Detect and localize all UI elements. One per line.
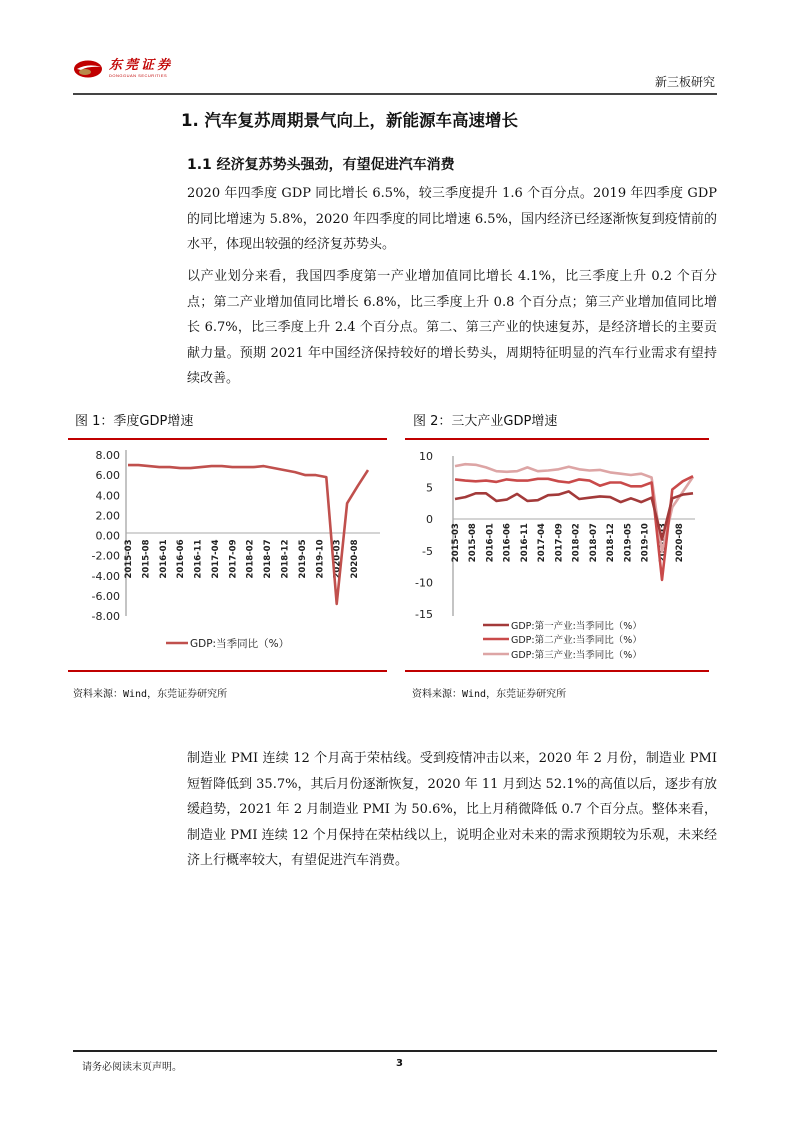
x-tick-label: 2018-02 [245, 539, 256, 579]
x-tick-label: 2020-03 [657, 523, 668, 563]
x-tick-label: 2015-08 [468, 523, 479, 563]
x-tick-label: 2016-11 [519, 523, 530, 563]
y-axis [415, 450, 433, 621]
report-section-label: 新三板研究 [654, 75, 715, 89]
legend-label-secondary: GDP:第二产业:当季同比（%） [511, 635, 642, 646]
x-axis-labels [451, 523, 685, 562]
figure-2-top-rule [405, 438, 709, 440]
y-tick-label: -4.00 [91, 569, 120, 583]
paragraph-pmi: 制造业 PMI 连续 12 个月高于荣枯线。受到疫情冲击以来，2020 年 2 月份，制造业 PMI 短暂降低到 35.7%，其后月份逐渐恢复，2020 年 11 月到达 52.1%的高值以后，逐步有放缓趋势，2021 年 2 月制造业 PMI 为 50.6%，比上月稍微降低 0.7 个百分点。整体来看，制造业 PMI 连续 12 个月保持在荣枯线以上，说明企业对未来的需求预期较为乐观，未来经济上行概率较大，有望促进汽车消费。 [187, 751, 717, 868]
subsection-heading: 1.1 经济复苏势头强劲，有望促进汽车消费 [187, 157, 455, 173]
y-tick-label: 6.00 [95, 469, 120, 483]
x-tick-label: 2019-10 [315, 539, 326, 579]
x-tick-label: 2015-08 [141, 539, 152, 579]
footer-rule [73, 1050, 717, 1052]
x-tick-label: 2020-08 [675, 523, 686, 563]
x-tick-label: 2020-03 [332, 539, 343, 579]
logo-mark-icon [73, 60, 103, 78]
legend-label-tertiary: GDP:第三产业:当季同比（%） [511, 650, 642, 661]
page-number: 3 [396, 1058, 403, 1069]
figure-1-top-rule [68, 438, 387, 440]
x-tick-label: 2019-05 [623, 523, 634, 563]
y-tick-label: 0.00 [95, 529, 120, 543]
x-tick-label: 2018-12 [606, 523, 617, 563]
figure-1-source: 资料来源：Wind，东莞证券研究所 [73, 689, 228, 700]
y-tick-label: 2.00 [95, 509, 120, 523]
x-tick-label: 2018-07 [588, 523, 599, 563]
legend-label: GDP:当季同比（%） [190, 638, 290, 650]
x-tick-label: 2018-07 [263, 539, 274, 579]
y-tick-label: -10 [415, 576, 433, 590]
x-axis-labels [124, 539, 360, 578]
y-tick-label: 8.00 [95, 449, 120, 462]
x-tick-label: 2016-11 [193, 539, 204, 579]
figure-2-title: 图 2：三大产业GDP增速 [413, 414, 558, 429]
y-axis [92, 449, 120, 623]
y-tick-label: -8.00 [91, 610, 120, 623]
x-tick-label: 2017-04 [210, 539, 221, 579]
y-tick-label: 0 [426, 513, 433, 527]
x-tick-label: 2015-03 [451, 523, 461, 563]
footer-disclaimer: 请务必阅读末页声明。 [82, 1062, 182, 1073]
section-heading: 1. 汽车复苏周期景气向上，新能源车高速增长 [181, 111, 518, 130]
page-header [73, 55, 717, 95]
y-tick-label: 10 [419, 450, 433, 463]
logo-english-name: DONGGUAN SECURITIES [109, 73, 168, 78]
x-tick-label: 2016-06 [502, 523, 513, 563]
y-tick-label: -2.00 [91, 549, 120, 563]
x-tick-label: 2019-10 [640, 523, 651, 563]
legend-label-primary: GDP:第一产业:当季同比（%） [511, 621, 642, 632]
y-tick-label: -15 [415, 608, 433, 621]
gdp-series-line [128, 465, 368, 604]
x-tick-label: 2018-12 [280, 539, 291, 579]
x-tick-label: 2017-09 [554, 523, 565, 563]
x-tick-label: 2016-01 [158, 539, 169, 579]
x-tick-label: 2017-09 [228, 539, 239, 579]
legend [483, 620, 642, 661]
y-tick-label: 4.00 [95, 489, 120, 503]
x-tick-label: 2018-02 [571, 523, 582, 563]
y-tick-label: -5 [422, 544, 433, 558]
legend [166, 637, 289, 650]
paragraph-industry-breakdown: 以产业划分来看，我国四季度第一产业增加值同比增长 4.1%，比三季度上升 0.2 个百分点；第二产业增加值同比增长 6.8%，比三季度上升 0.8 个百分点；第三产业增加值同比增长 6.7%，比三季度上升 2.4 个百分点。第二、第三产业的快速复苏，是经济增长的主要贡献力量。预期 2021 年中国经济保持较好的增长势头，周期特征明显的汽车行业需求有望持续改善。 [187, 269, 717, 386]
x-tick-label: 2016-06 [176, 539, 187, 579]
logo-chinese-name: 东莞证券 [109, 58, 174, 73]
x-tick-label: 2015-03 [124, 539, 134, 579]
x-tick-label: 2020-08 [350, 539, 361, 579]
x-tick-label: 2017-04 [537, 523, 548, 563]
figure-2-chart [405, 442, 715, 670]
figure-1-chart [68, 442, 388, 670]
figure-2-source: 资料来源：Wind，东莞证券研究所 [412, 689, 567, 700]
x-tick-label: 2019-05 [297, 539, 308, 579]
y-tick-label: 5 [426, 481, 433, 495]
figure-1-title: 图 1：季度GDP增速 [75, 414, 194, 429]
x-tick-label: 2016-01 [485, 523, 496, 563]
company-logo [73, 59, 173, 79]
figure-2-bottom-rule [405, 670, 709, 672]
figure-1-bottom-rule [68, 670, 387, 672]
y-tick-label: -6.00 [91, 589, 120, 603]
paragraph-gdp-q4: 2020 年四季度 GDP 同比增长 6.5%，较三季度提升 1.6 个百分点。2019 年四季度 GDP 的同比增速为 5.8%，2020 年四季度的同比增速 6.5%，国内经济已经逐渐恢复到疫情前的水平，体现出较强的经济复苏势头。 [187, 186, 717, 252]
